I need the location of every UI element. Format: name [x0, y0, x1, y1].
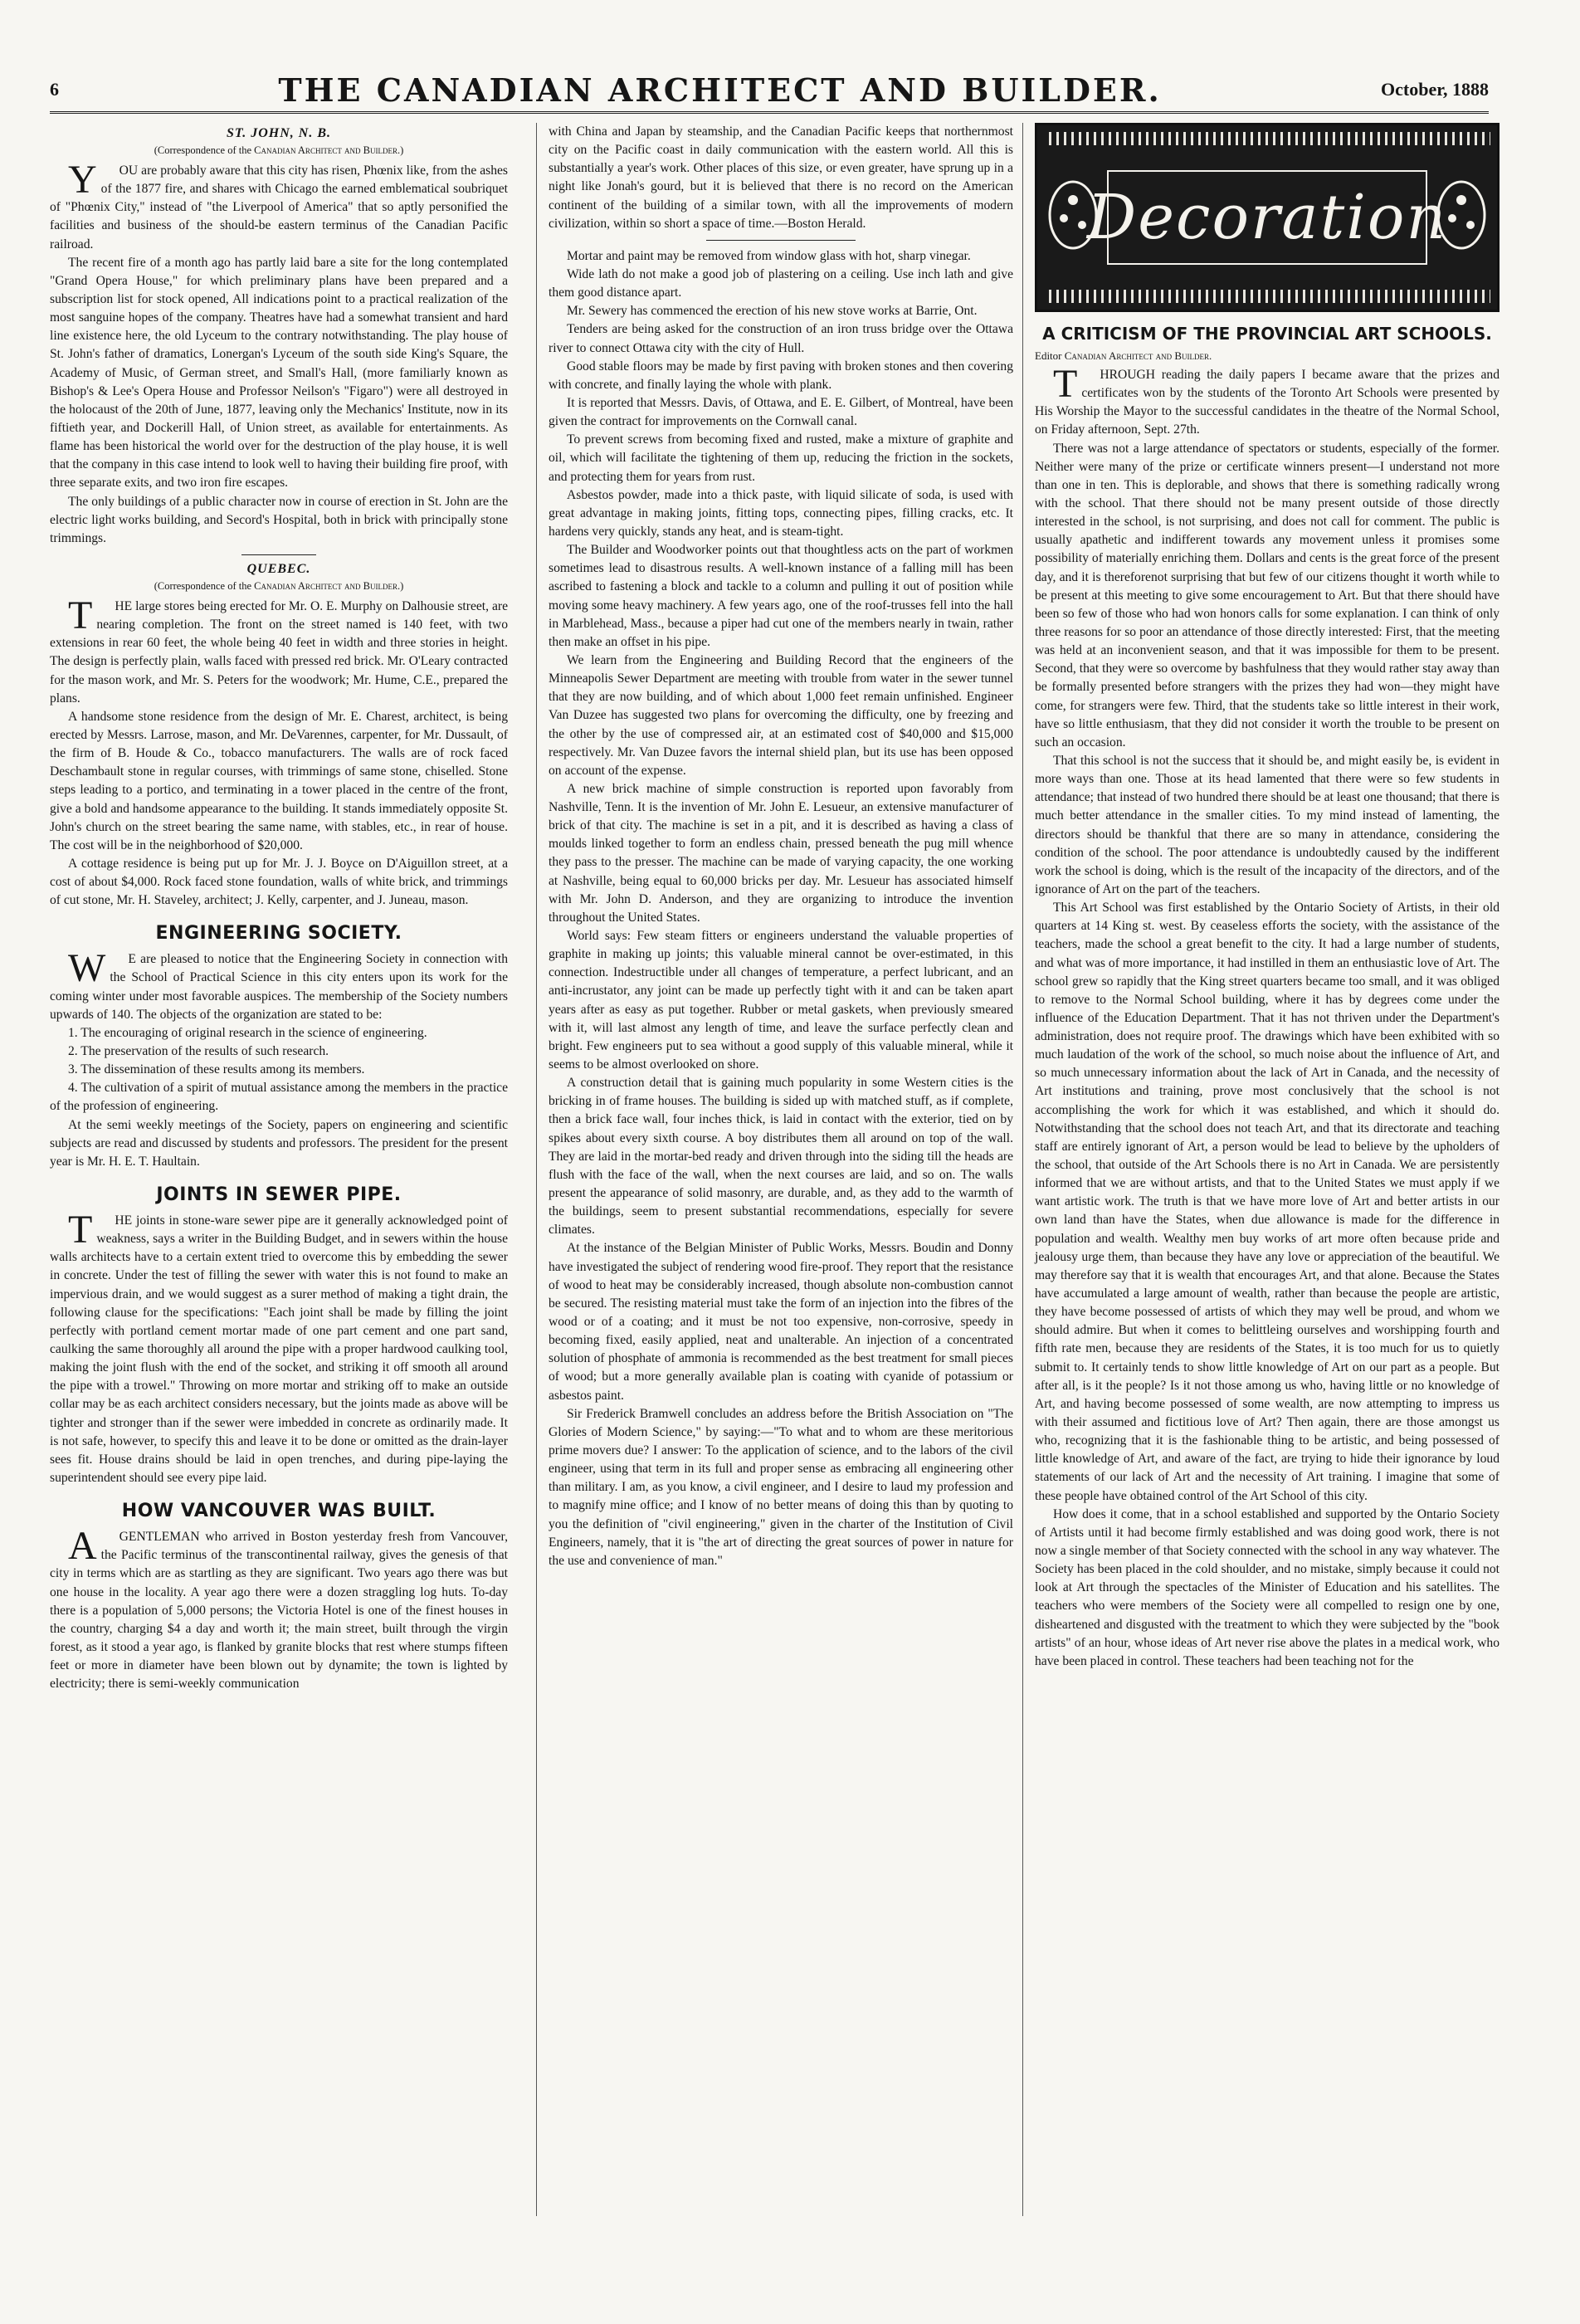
engineering-society-heading: ENGINEERING SOCIETY.	[155, 923, 402, 945]
engineering-item: 1. The encouraging of original research in the science of engineering.	[68, 1025, 427, 1040]
masthead-title: THE CANADIAN ARCHITECT AND BUILDER.	[278, 71, 1162, 109]
divider-rule	[241, 554, 316, 555]
st-john-para: YOU are probably aware that this city has risen, Phœnix like, from the ashes of the 1877 fire, and shares with Chicago the earned emblematical soubriquet of "Phœnix City," instead of "the Liverpool of America" that so aptly personified the facilities and business of the should-be eastern terminus of the Canadian Pacific railroad.	[50, 158, 508, 251]
news-item: Asbestos powder, made into a thick paste, with liquid silicate of soda, is used with great advantage in making joints, fitting tops, connecting pipes, filling cracks, etc. It hardens very quickly, stands any heat, and is steam-tight.	[549, 487, 1013, 539]
criticism-para: THROUGH reading the daily papers I became aware that the prizes and certificates won by the students of the Toronto Art Schools were presented by His Worship the Mayor to the successful candidates in the theatre of the Normal School, on Friday afternoon, Sept. 27th.	[1035, 362, 1500, 437]
running-header	[50, 68, 1489, 114]
st-john-title: ST. JOHN, N. B.	[227, 126, 331, 140]
engineering-item: 3. The dissemination of these results among its members.	[68, 1062, 365, 1077]
issue-date: October, 1888	[1381, 79, 1489, 100]
news-item: We learn from the Engineering and Building Record that the engineers of the Minneapolis Sewer Department are meeting with trouble from water in the sewer tunnel that they are now building, and of which about 1,000 feet remain unfinished. Engineer Van Duzee has suggested two plans for overcoming the difficulty, one by freezing and the other by the use of compressed air, at an estimated cost of $40,000 and $15,000 respectively. Mr. Van Duzee favors the internal shield plan, but its use has been opposed on account of the expense.	[549, 652, 1013, 778]
quebec-para: A handsome stone residence from the design of Mr. E. Charest, architect, is being erected by Messrs. Larrose, mason, and Mr. DeVarennes, carpenter, for Mr. Dussault, of the firm of B. Houde & Co., tobacco manufacturers. The walls are of rock faced Deschambault stone in regular courses, with trimmings of same stone, chiselled. Stone steps leading to a portico, and terminating in a tower placed in the centre of the front, give a bold and handsome appearance to the building. It stands immediately opposite St. John's church on the street bearing the same name, with stables, etc., in rear of house. The cost will be in the neighborhood of $20,000.	[50, 709, 508, 852]
banner-frieze-bottom	[1044, 290, 1490, 303]
st-john-para: The recent fire of a month ago has partly laid bare a site for the long contemplated "Grand Opera House," for which preliminary plans have been prepared and a subscription list for stock opened, All indications point to a practical realization of the most sanguine hopes of the company. Theatres have had a somewhat transient and hard line existence here, the old Lyceum to the contrary notwithstanding. The play house of St. John's father of dramatics, Lonergan's Lyceum of the south side King's Square, the Academy of Music, of German street, and Small's Hall, (more familiarly known as Bishop's & Lee's Opera House and Professor Neilson's "Figaro") were all destroyed in the holocaust of the 20th of June, 1877, leaving only the Mechanics' Institute, now in its fiftieth year, and Dockerill Hall, of Union street, as available for entertainments. As flame has been historical the world over for the destruction of the play house, it is well that the company in this case intend to look well to having their building fire proof, with three separate exits, and two iron fire escapes.	[50, 255, 508, 491]
news-item: A construction detail that is gaining much popularity in some Western cities is the bricking in of frame houses. The building is sided up with matched stuff, as if complete, then a brick face wall, four inches thick, is laid in contact with the exterior, tied on by spikes about every sixth course. A boy distributes them all around on top of the wall. They are laid in the mortar-bed ready and driven through into the siding till the heads are flush with the face of the wall, when the next courses are laid, and so on. The walls present the appearance of solid masonry, are durable, and, as they add to the warmth of the buildings, seem to present substantial recommendations, especially for severe climates.	[549, 1076, 1013, 1238]
st-john-correspondence: (Correspondence of the Canadian Architect and Builder.)	[154, 144, 404, 156]
news-item: At the instance of the Belgian Minister of Public Works, Messrs. Boudin and Donny have investigated the subject of rendering wood fire-proof. They report that the resistance of wood to heat may be considerably increased, though absolute non-combustion cannot be secured. The resisting material must take the form of an injection into the fibres of the wood or of a coating; and it must be not too expensive, non-corrosive, speedy in becoming fixed, easily applied, neat and unalterable. An injection of a concentrated solution of phosphate of ammonia is recommended as the best treatment for small pieces of wood; but a more generally available plan is coating with cyanide of potassium or asbestos paint.	[549, 1241, 1013, 1403]
criticism-para: How does it come, that in a school established and supported by the Ontario Society of Artists until it had become firmly established and was doing good work, there is not now a single member of that Society connected with the school in any way whatever. The Society has been placed in the cold shoulder, and no mistake, simply because it could not look at Art through the spectacles of the Minister of Education and his satellites. The teachers who were members of the Society were all compelled to resign one by one, disheartened and disgusted with the treatment to which they were subjected by the "book artists" of an hour, whose ideas of Art never rise above the plates in a medical work, who have been placed in control. These teachers had been teaching not for the	[1035, 1506, 1500, 1668]
quebec-correspondence: (Correspondence of the Canadian Architect and Builder.)	[154, 579, 404, 592]
criticism-editor-line: Editor Canadian Architect and Builder.	[1035, 349, 1212, 362]
vancouver-continued-para: with China and Japan by steamship, and the Canadian Pacific keeps that northernmost city on the Pacific coast in daily communication with the eastern world. All this is substantially a year's work. Other places of this size, or even greater, have sprung up in a night like Jonah's gourd, but it is believed that there is no record on the American continent of the building of a similar town, with all the improvements of modern civilization, within so short a space of time.—Boston Herald.	[549, 124, 1013, 231]
news-item: Good stable floors may be made by first paving with broken stones and then covering with concrete, and finally laying the whole with plank.	[549, 359, 1013, 392]
news-item: The Builder and Woodworker points out that thoughtless acts on the part of workmen sometimes lead to disastrous results. A well-known instance of a falling mill has been ascribed to fastening a block and tackle to a column and pulling it out of position while moving some heavy machinery. A few years ago, one of the roof-trusses fell into the hall in Marblehead, Mass., because a piper had cut one of the members nearly in twain, rather then make an offset in his pipe.	[549, 543, 1013, 649]
criticism-heading: A CRITICISM OF THE PROVINCIAL ART SCHOOLS.	[1042, 324, 1492, 344]
vancouver-para: AGENTLEMAN who arrived in Boston yesterday fresh from Vancouver, the Pacific terminus of the transcontinental railway, gives the genesis of that city in terms which are as startling as they are significant. Two years ago there was but one house in the locality. A year ago there were a dozen straggling log huts. To-day there is a population of 5,000 persons; the Victoria Hotel is one of the finest houses in the country, charging $4 a day and worth it; the main street, built through the virgin forest, as it stood a year ago, is flanked by granite blocks that rest where stumps fifteen feet or more in diameter have been blown out by dynamite; the town is lighted by electricity; there is semi-weekly communication	[50, 1524, 508, 1692]
news-item: Sir Frederick Bramwell concludes an address before the British Association on "The Glories of Modern Science," by saying:—"To what and to whom are these meritorious prime movers due? I answer: To the application of science, and to the labors of the civil engineer, using that term in its full and proper sense as embracing all engineering other than military. I am, as you know, a civil engineer, and I desire to laud my profession and to magnify mine office; and I know of no better means of doing this than by quoting to you the definition of "civil engineering," given in the charter of the Institution of Civil Engineers, namely, that it is "the art of directing the great sources of power in nature for the use and convenience of man."	[549, 1406, 1013, 1568]
quebec-para: THE large stores being erected for Mr. O. E. Murphy on Dalhousie street, are nearing completion. The front on the street named is 140 feet, with two extensions in rear 60 feet, the whole being 40 feet in width and three stories in height. The design is perfectly plain, walls faced with pressed red brick. Mr. O'Leary contracted for the mason work, and Mr. S. Peters for the woodwork; Mr. Hume, C.E., prepared the plans.	[50, 593, 508, 706]
news-item: A new brick machine of simple construction is reported upon favorably from Nashville, Tenn. It is the invention of Mr. John E. Lesueur, an extensive manufacturer of brick of that city. The machine is set in a pit, and it is described as having a class of moulds linked together to form an endless chain, pressed beneath the pug mill whence they pass to the presser. The machine can be made of varying capacity, the one working at Nashville, being equal to 60,000 bricks per day. Mr. Lesueur has associated himself with Mr. John D. Anderson, and they are organizing to introduce the invention throughout the United States.	[549, 781, 1013, 925]
engineering-item: 2. The preservation of the results of such research.	[68, 1044, 329, 1059]
palette-ornament-icon	[1434, 175, 1489, 255]
news-item: It is reported that Messrs. Davis, of Ottawa, and E. E. Gilbert, of Montreal, have been given the contract for improvements on the Cornwall canal.	[549, 395, 1013, 429]
joints-para: THE joints in stone-ware sewer pipe are it generally acknowledged point of weakness, says a writer in the Building Budget, and in sewers within the house walls architects have to a certain extent tried to overcome this by embedding the sewer in concrete. Under the test of filling the sewer with water this is not found to make an impervious drain, and we would suggest as a surer method of making a tight drain, the following clause for the specifications: "Each joint shall be made by filling the joint perfectly with portland cement mortar made of one part cement and one part sand, caulking the same thoroughly all around the pipe with a proper hardwood caulking tool, making the joint flush with the end of the socket, and striking it off smooth all around the pipe with a trowel." Throwing on more mortar and striking off to make an outside collar may be as each architect considers necessary, but the joints made as above will be tighter and stronger than if the sewer were imbedded in concrete as ordinarily made. It is not safe, however, to specify this and leave it to be done or omitted as the drain-layer sees fit. House drains should be laid in open trenches, and during pipe-laying the superintendent should see every pipe laid.	[50, 1208, 508, 1485]
joints-sewer-pipe-heading: JOINTS IN SEWER PIPE.	[156, 1184, 402, 1206]
vancouver-heading: HOW VANCOUVER WAS BUILT.	[121, 1501, 436, 1522]
decoration-banner	[1035, 123, 1500, 312]
engineering-item: 4. The cultivation of a spirit of mutual assistance among the members in the practice of the profession of engineering.	[50, 1081, 508, 1114]
column-middle	[536, 123, 1013, 2216]
quebec-title: QUEBEC.	[246, 561, 311, 576]
engineering-para: WE are pleased to notice that the Engineering Society in connection with the School of Practical Science in this city enters upon its work for the coming winter under most favorable auspices. The membership of the Society numbers upwards of 140. The objects of the organization are stated to be:	[50, 946, 508, 1022]
news-item: Mortar and paint may be removed from window glass with hot, sharp vinegar.	[567, 248, 971, 263]
st-john-para: The only buildings of a public character now in course of erection in St. John are the electric light works building, and Secord's Hospital, both in brick with principally stone trimmings.	[50, 494, 508, 545]
news-item: Wide lath do not make a good job of plastering on a ceiling. Use inch lath and give them good distance apart.	[549, 266, 1013, 300]
news-item: World says: Few steam fitters or engineers understand the valuable properties of graphite in making up joints; this valuable mineral cannot be over-estimated, in this connection. Indestructible under all changes of temperature, a perfect lubricant, and an anti-incrustator, any joint can be made up perfectly tight with it and can be taken apart years after as easy as put together. Rubber or metal gaskets, when previously smeared with it, will last almost any length of time, and leave the surface perfectly clean and bright. Few engineers put to sea without a good supply of this valuable mineral, while it seems to be almost overlooked on shore.	[549, 929, 1013, 1072]
page-number: 6	[50, 79, 59, 100]
news-item: Tenders are being asked for the construction of an iron truss bridge over the Ottawa river to connect Ottawa city with the city of Hull.	[549, 322, 1013, 355]
criticism-para: There was not a large attendance of spectators or students, especially of the former. Neither were many of the prize or certificate winners present—I understand not more than one in ten. This is deplorable, and shows that there is something radically wrong with the school. That there should not be many present outside of those directly interested in the school, is not surprising, and does not call for comment. The public is usually apathetic and indifferent towards any movement unless it promises some possibility of materially enriching them. Dollars and cents is the great force of the present day, and it is thereforenot surprising that but few of our citizens thought it worth while to be present at this meeting to give some encouragement to Art. But that there should have been so few of those who had won honors calls for some explanation. I can think of only three reasons for so poor an attendance of those directly interested: First, that the meeting was held at an inconvenient season, and that it was impossible for them to be present. Second, that they were so overcome by bashfulness that they would rather stay away than be formally presented before strangers with the prizes they had won—they might have come, for strangers were few. Third, that the students take so little interest in their work, have so little enthusiasm, that they did not consider it worth the trouble to be present on such an occasion.	[1035, 441, 1500, 749]
criticism-para: This Art School was first established by the Ontario Society of Artists, in their old quarters at 14 King st. west. By ceaseless efforts the society, with the assistance of the teachers, made the school a great benefit to the city. It had a large number of students, and what was of more importance, it had instilled in them an enthusiastic love of Art. The school grew so rapidly that the King street quarters became too small, and it was obliged to remove to the Normal School building, where it has by degrees come under the influence of the Education Department. That it has not thriven under the Department's administration, does not require proof. The drawings which have been exhibited with so much laudation of the work of the school, so much noise about the influence of Art, and so much unnecessary information about the lack of Art in Canada, and the necessity of Art institutions and training, prove most conclusively that the school is not accomplishing the work for which it was established, and which it should do. Notwithstanding that the school does not teach Art, and that its directorate and teaching staff are entirely ignorant of Art, a person would be lead to believe by the upholders of the school, that outside of the Art Schools there is no Art in Canada. We are persistently informed that we are without artists, and that to the United States we must apply if we want artistic work. The truth is that we have more love of Art and better artists in our own land than have the States, when due allowance is made for the difference in population and wealth. Wealthy men buy works of art more often because pride and jealousy urge them, than because they have any love or appreciation of the beautiful. We may therefore say that it is wealth that encourages Art, and that alone. Because the States have accumulated a large amount of wealth, rather than because the people are artistic, they have become possessed of artists of which they may well be proud, and whom we should admire. But when it comes to belittleing ourselves and worshipping fourth and fifth rate men, because they are residents of the States, it is too much for us to quietly submit to. It certainly tends to show little knowledge of Art on our part as a people. But after all, is it the people? Is it not those among us who, having little or no knowledge of Art, and having become possessed of some wealth, are now attempting to impress us with their assumed and fictitious love of Art? Then again, there are those amongst us who, recognizing that it is the fashionable thing to be artistic, and being possessed of little knowledge of Art, and aware of the fact, are trying to hide their ignorance by loud statements of our lack of Art and the necessity of Art training. I imagine that some of these people have obtained control of the Art School of this city.	[1035, 901, 1500, 1503]
engineering-para: At the semi weekly meetings of the Society, papers on engineering and scientific subjects are read and discussed by students and professors. The president for the present year is Mr. H. E. T. Haultain.	[50, 1117, 508, 1169]
column-right	[1022, 123, 1500, 2216]
divider-rule	[706, 240, 856, 241]
quebec-para: A cottage residence is being put up for Mr. J. J. Boyce on D'Aiguillon street, at a cost of about $4,000. Rock faced stone foundation, walls of white brick, and trimmings of cut stone, Mr. H. Staveley, architect; J. Kelly, carpenter, and J. Juneau, mason.	[50, 856, 508, 908]
news-item: Mr. Sewery has commenced the erection of his new stove works at Barrie, Ont.	[567, 304, 978, 319]
column-left	[50, 123, 508, 2216]
criticism-para: That this school is not the success that it should be, and might easily be, is evident in more ways than one. Those at its head lamented that there were so few students in attendance; that instead of two hundred there should be at least one thousand; that there is much better attendance in the smaller cities. To my mind instead of lamenting, the directors should be thankful that there are so many in attendance, considering the condition of the school. The poor attendance is undoubtedly caused by the indifferent work the school is doing, which is the result of the incapacity of the directors, and of the ignorance of Art on the part of the teachers.	[1035, 753, 1500, 896]
banner-frieze-top	[1044, 132, 1490, 145]
news-item: To prevent screws from becoming fixed and rusted, make a mixture of graphite and oil, which will facilitate the tightening of them up, reducing the friction in the sockets, and protecting them for years from rust.	[549, 432, 1013, 484]
decoration-banner-title: Decoration	[1107, 170, 1427, 265]
